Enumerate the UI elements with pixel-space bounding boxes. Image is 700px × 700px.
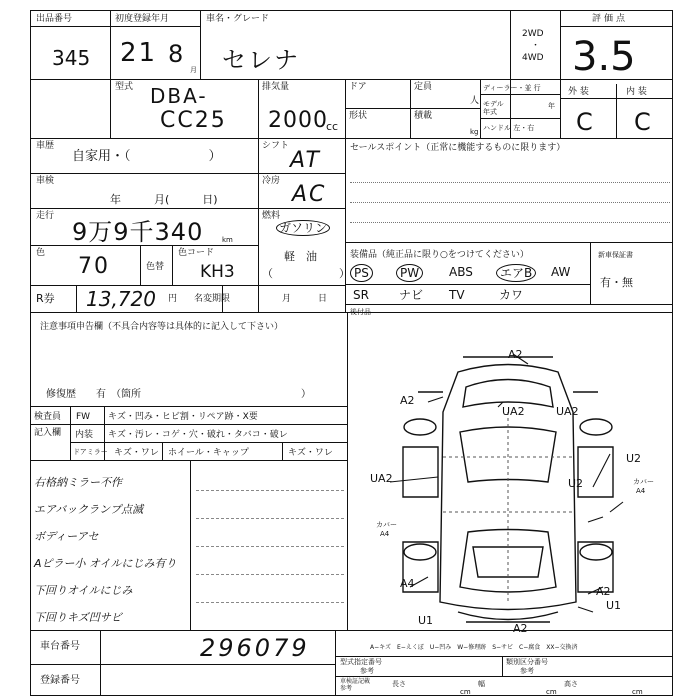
- mileage-label: 走行: [36, 211, 55, 221]
- inspector-row3-end: キズ・ワレ: [288, 448, 333, 458]
- diagram-mark: A2: [400, 394, 415, 407]
- color-code-label: 色コード: [178, 248, 215, 258]
- class-ref: 参考: [520, 667, 534, 675]
- handwritten-note: エアバックランプ点滅: [34, 503, 144, 516]
- displacement-value: 2000: [268, 108, 328, 133]
- yen-unit: 円: [168, 294, 178, 304]
- month-unit: 月: [190, 66, 197, 74]
- diagram-mark: U1: [606, 599, 622, 612]
- km-unit: km: [222, 236, 233, 244]
- diagram-mark: UA2: [556, 405, 579, 418]
- interior-grade: C: [634, 108, 653, 136]
- capacity-label: 定員: [414, 82, 433, 92]
- new-warranty-value: 有・無: [600, 276, 633, 289]
- new-warranty-label: 新車保証書: [598, 251, 633, 259]
- name-change-value: 月 日: [282, 294, 328, 304]
- inspector-row1-head: FW: [76, 412, 91, 422]
- persons-unit: 人: [470, 96, 480, 106]
- name-change-label: 名変期限: [194, 294, 231, 304]
- handwritten-note: 右格納ミラー不作: [34, 476, 122, 489]
- door-label: ドア: [349, 82, 367, 92]
- chassis-label: 車台番号: [40, 641, 80, 652]
- inspector-row2-head: 内装: [75, 430, 94, 440]
- width-label: 幅: [478, 680, 485, 688]
- use-label: 車歴: [36, 141, 55, 151]
- equip-item: PW: [396, 264, 423, 282]
- handle-label: ハンドル 左・右: [483, 124, 535, 132]
- color-label: 色: [36, 248, 46, 258]
- inspection-label: 車検: [36, 176, 55, 186]
- handwritten-note: 下回りキズ凹サビ: [34, 611, 122, 624]
- ac-value: AC: [292, 182, 327, 207]
- diagram-mark: UA2: [502, 405, 525, 418]
- equip-item: AW: [551, 265, 571, 279]
- type-line1: DBA-: [150, 84, 208, 108]
- diagram-mark: A2: [596, 585, 611, 598]
- equip-item: ナビ: [399, 288, 424, 302]
- color-code-value: KH3: [200, 262, 235, 282]
- color-value: 70: [78, 254, 110, 279]
- legend: A−キズ E−えくぼ U−凹み W−修理跡 S−サビ C−腐食 XX−交換済: [370, 644, 578, 651]
- chassis-value: 296079: [200, 634, 310, 662]
- interior-label: 内 装: [626, 87, 647, 97]
- kg-unit: kg: [470, 128, 479, 136]
- score-value: 3.5: [572, 34, 636, 80]
- type-line2: CC25: [160, 108, 227, 133]
- fuel-option: 軽 油: [284, 250, 317, 263]
- type-label: 型式: [115, 82, 134, 92]
- use-value: 自家用・（ ）: [72, 149, 222, 164]
- inspector-row3-text: キズ・ワレ: [114, 448, 159, 458]
- handwritten-note: ボディーアセ: [34, 530, 99, 543]
- inspector-row1-text: キズ・凹み・ヒビ割・リペア跡・X要: [108, 412, 258, 422]
- lot-label: 出品番号: [36, 14, 73, 24]
- first-reg-label: 初度登録年月: [115, 14, 170, 24]
- shift-label: シフト: [262, 141, 290, 151]
- year-unit: 年: [548, 102, 555, 110]
- model-year-label: モデル 年式: [483, 100, 504, 116]
- diagram-mark: A4: [400, 577, 415, 590]
- equip-row-1: [350, 262, 590, 284]
- equip-title: 装備品（純正品に限り○をつけてください）: [350, 250, 529, 260]
- diagram-mark: UA2: [370, 472, 393, 485]
- drive-dot: ・: [531, 41, 541, 51]
- certified-label: 型式指定番号: [340, 658, 382, 666]
- inspector-label-1: 検査員: [34, 412, 62, 422]
- score-label: 評価点: [592, 14, 629, 24]
- equip-item: PS: [350, 264, 373, 282]
- load-label: 積載: [414, 111, 433, 121]
- height-label: 高さ: [564, 680, 578, 688]
- dealer-label: ディーラー・並 行: [483, 84, 541, 92]
- certified-ref: 参考: [360, 667, 374, 675]
- height-unit: cm: [632, 688, 643, 696]
- length-label: 長さ: [392, 680, 406, 688]
- diagram-mark: U1: [418, 614, 434, 627]
- drive-4wd: 4WD: [522, 53, 544, 63]
- width-unit: cm: [546, 688, 557, 696]
- equip-item: TV: [449, 288, 465, 302]
- inspector-row2-text: キズ・汚レ・コゲ・穴・破れ・タバコ・破レ: [108, 430, 288, 440]
- inspector-row3-head: ドアミラー: [73, 448, 108, 456]
- length-unit: cm: [460, 688, 471, 696]
- sales-title: セールスポイント（正常に機能するものに限ります）: [350, 143, 566, 153]
- cc-unit: cc: [326, 120, 339, 133]
- aftermarket-label: 後付品: [350, 308, 371, 316]
- drive-2wd: 2WD: [522, 29, 544, 39]
- ac-label: 冷房: [262, 176, 281, 186]
- first-reg-month: 8: [168, 40, 186, 68]
- equip-item: エアB: [496, 264, 536, 282]
- repair-label: 修復歴 有 （箇所 ）: [46, 389, 311, 400]
- diagram-side-note: カバー A4: [633, 478, 654, 495]
- diagram-side-note: カバー A4: [376, 521, 397, 538]
- diagram-mark: A2: [508, 348, 523, 361]
- size-label: 車検証記載 参考: [340, 678, 371, 692]
- equip-item: カワ: [499, 288, 524, 302]
- recycle-label: R券: [36, 292, 55, 305]
- reg-label: 登録番号: [40, 675, 80, 686]
- fuel-value: ガソリン: [276, 221, 330, 235]
- exterior-label: 外 装: [568, 87, 589, 97]
- mileage-value: 9万9千340: [72, 218, 204, 246]
- equip-row-2: [350, 285, 590, 303]
- notes-title: 注意事項申告欄（不具合内容等は具体的に記入して下さい）: [40, 322, 284, 332]
- handwritten-note: Aピラー小 オイルにじみ有り: [34, 557, 177, 570]
- exterior-grade: C: [576, 108, 595, 136]
- first-reg-year: 21: [120, 38, 158, 68]
- handwritten-notes: [34, 474, 344, 630]
- handwritten-note: 下回りオイルにじみ: [34, 584, 133, 597]
- fuel-label: 燃料: [262, 211, 281, 221]
- fuel-paren: （ ）: [262, 267, 350, 280]
- shape-label: 形状: [349, 111, 368, 121]
- vehicle-damage-diagram: [348, 312, 672, 642]
- displacement-label: 排気量: [262, 82, 290, 92]
- equip-item: ABS: [449, 265, 473, 279]
- color-change-label: 色替: [146, 262, 165, 272]
- diagram-mark: A2: [513, 622, 528, 635]
- inspector-row3-mid: ホイール・キャップ: [168, 448, 249, 458]
- inspector-label-2: 記入欄: [34, 428, 62, 438]
- shift-value: AT: [290, 148, 321, 173]
- diagram-mark: U2: [568, 477, 584, 490]
- class-label: 類別区分番号: [506, 658, 548, 666]
- model-label: 車名・グレード: [206, 14, 270, 24]
- diagram-mark: U2: [626, 452, 642, 465]
- equip-item: SR: [353, 288, 369, 302]
- model-name: セレナ: [222, 46, 300, 74]
- inspection-value: 年 月( 日): [110, 193, 218, 206]
- lot-number: 345: [52, 46, 91, 70]
- recycle-value: 13,720: [86, 287, 156, 311]
